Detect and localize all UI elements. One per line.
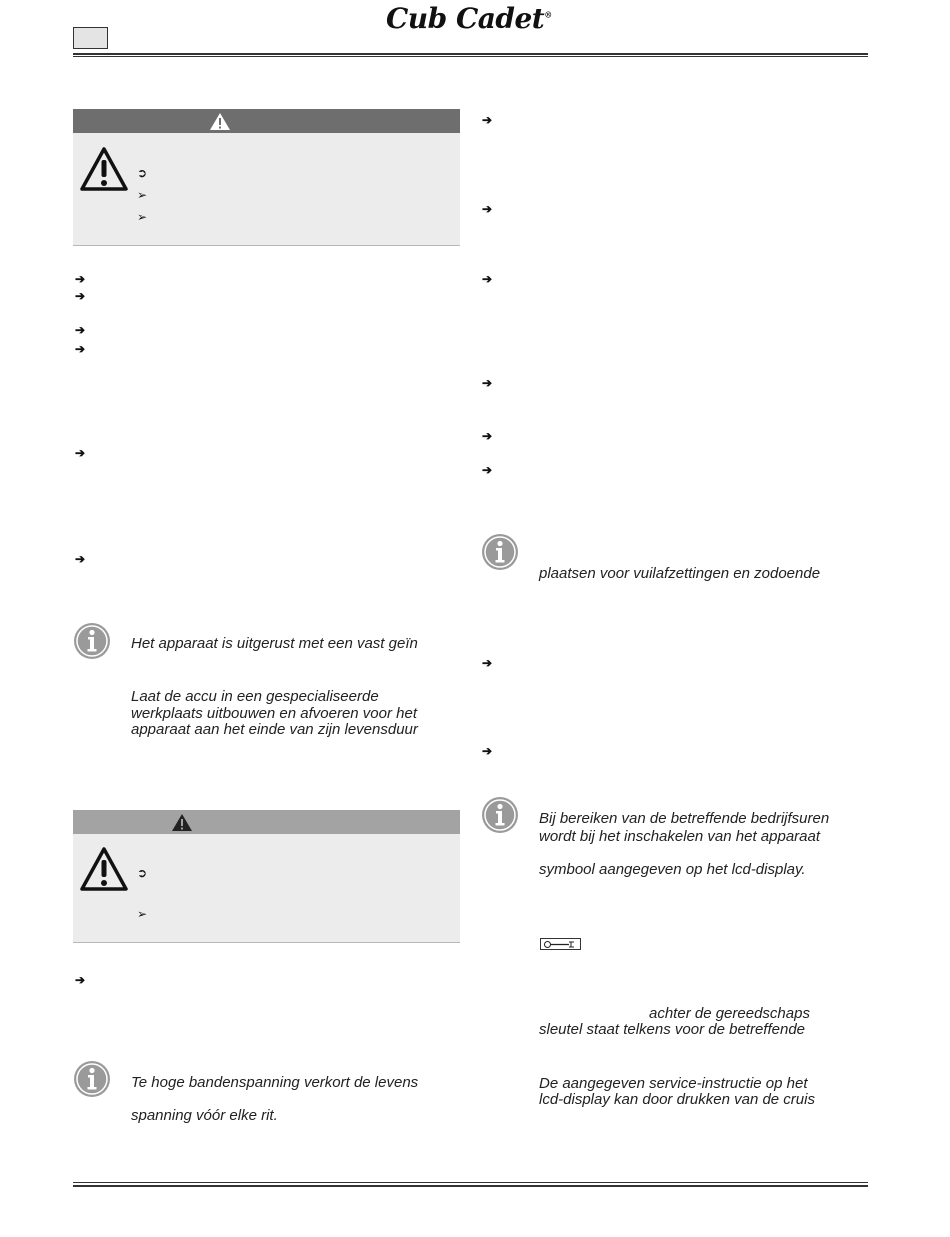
arrow-right-icon: ➔ [482,202,493,216]
header-rule-thin [73,56,868,57]
info-circle-icon [73,1060,111,1098]
pointer-arrow-icon: ➢ [137,188,148,202]
info-circle-icon [481,533,519,571]
wrench-symbol-box [540,938,581,950]
header-rule [73,53,868,55]
service-info-line-4: achter de gereedschaps [649,1005,810,1022]
service-info-line-6: De aangegeven service-instructie op het [539,1075,808,1092]
arrow-right-icon: ➔ [75,323,86,337]
service-info-line-2: wordt bij het inschakelen van het apparaat [539,828,821,845]
battery-info-line-2: Laat de accu in een gespecialiseerde [131,688,379,705]
arrow-right-icon: ➔ [75,446,86,460]
arrow-right-icon: ➔ [482,272,493,286]
info-circle-icon [73,622,111,660]
warning-triangle-icon [209,112,231,131]
warning-triangle-icon [79,846,129,892]
brand-logo [386,2,552,35]
pointer-arrow-icon: ➢ [137,210,148,224]
info-circle-icon [481,796,519,834]
wrench-icon [543,940,579,949]
dirt-info-line-1: plaatsen voor vuilafzettingen en zodoende [539,565,821,582]
service-info-line-7: lcd-display kan door drukken van de cruis [539,1091,815,1108]
battery-info-line-4: apparaat aan het einde van zijn levensduur [131,721,418,738]
arrow-right-icon: ➔ [482,656,493,670]
warning-panel-2 [73,834,460,943]
arrow-right-icon: ➔ [482,744,493,758]
warning-triangle-icon [171,813,193,832]
footer-rule-thin [73,1182,868,1183]
footer-rule [73,1185,868,1187]
hook-arrow-icon: ➲ [137,866,148,880]
service-info-line-3: symbool aangegeven op het lcd-display. [539,861,806,878]
service-info-line-1: Bij bereiken van de betreffende bedrijfsuren [539,810,830,827]
warning-triangle-icon [79,146,129,192]
arrow-right-icon: ➔ [482,463,493,477]
battery-info-line-3: werkplaats uitbouwen en afvoeren voor het [131,705,418,722]
warning-panel-1 [73,133,460,246]
warning-header-2 [73,810,460,834]
page-number-box [73,27,108,49]
arrow-right-icon: ➔ [75,272,86,286]
arrow-right-icon: ➔ [75,342,86,356]
warning-header-1 [73,109,460,133]
pointer-arrow-icon: ➢ [137,907,148,921]
tyre-info-line-2: spanning vóór elke rit. [131,1107,278,1124]
arrow-right-icon: ➔ [482,376,493,390]
tyre-info-line-1: Te hoge bandenspanning verkort de levens [131,1074,419,1091]
registered-mark: ® [544,9,552,20]
arrow-right-icon: ➔ [75,289,86,303]
brand-name: Cub Cadet [386,2,545,35]
arrow-right-icon: ➔ [75,552,86,566]
arrow-right-icon: ➔ [482,113,493,127]
arrow-right-icon: ➔ [482,429,493,443]
arrow-right-icon: ➔ [75,973,86,987]
hook-arrow-icon: ➲ [137,166,148,180]
battery-info-line-1: Het apparaat is uitgerust met een vast geïn [131,635,418,652]
service-info-line-5: sleutel staat telkens voor de betreffende [539,1021,806,1038]
